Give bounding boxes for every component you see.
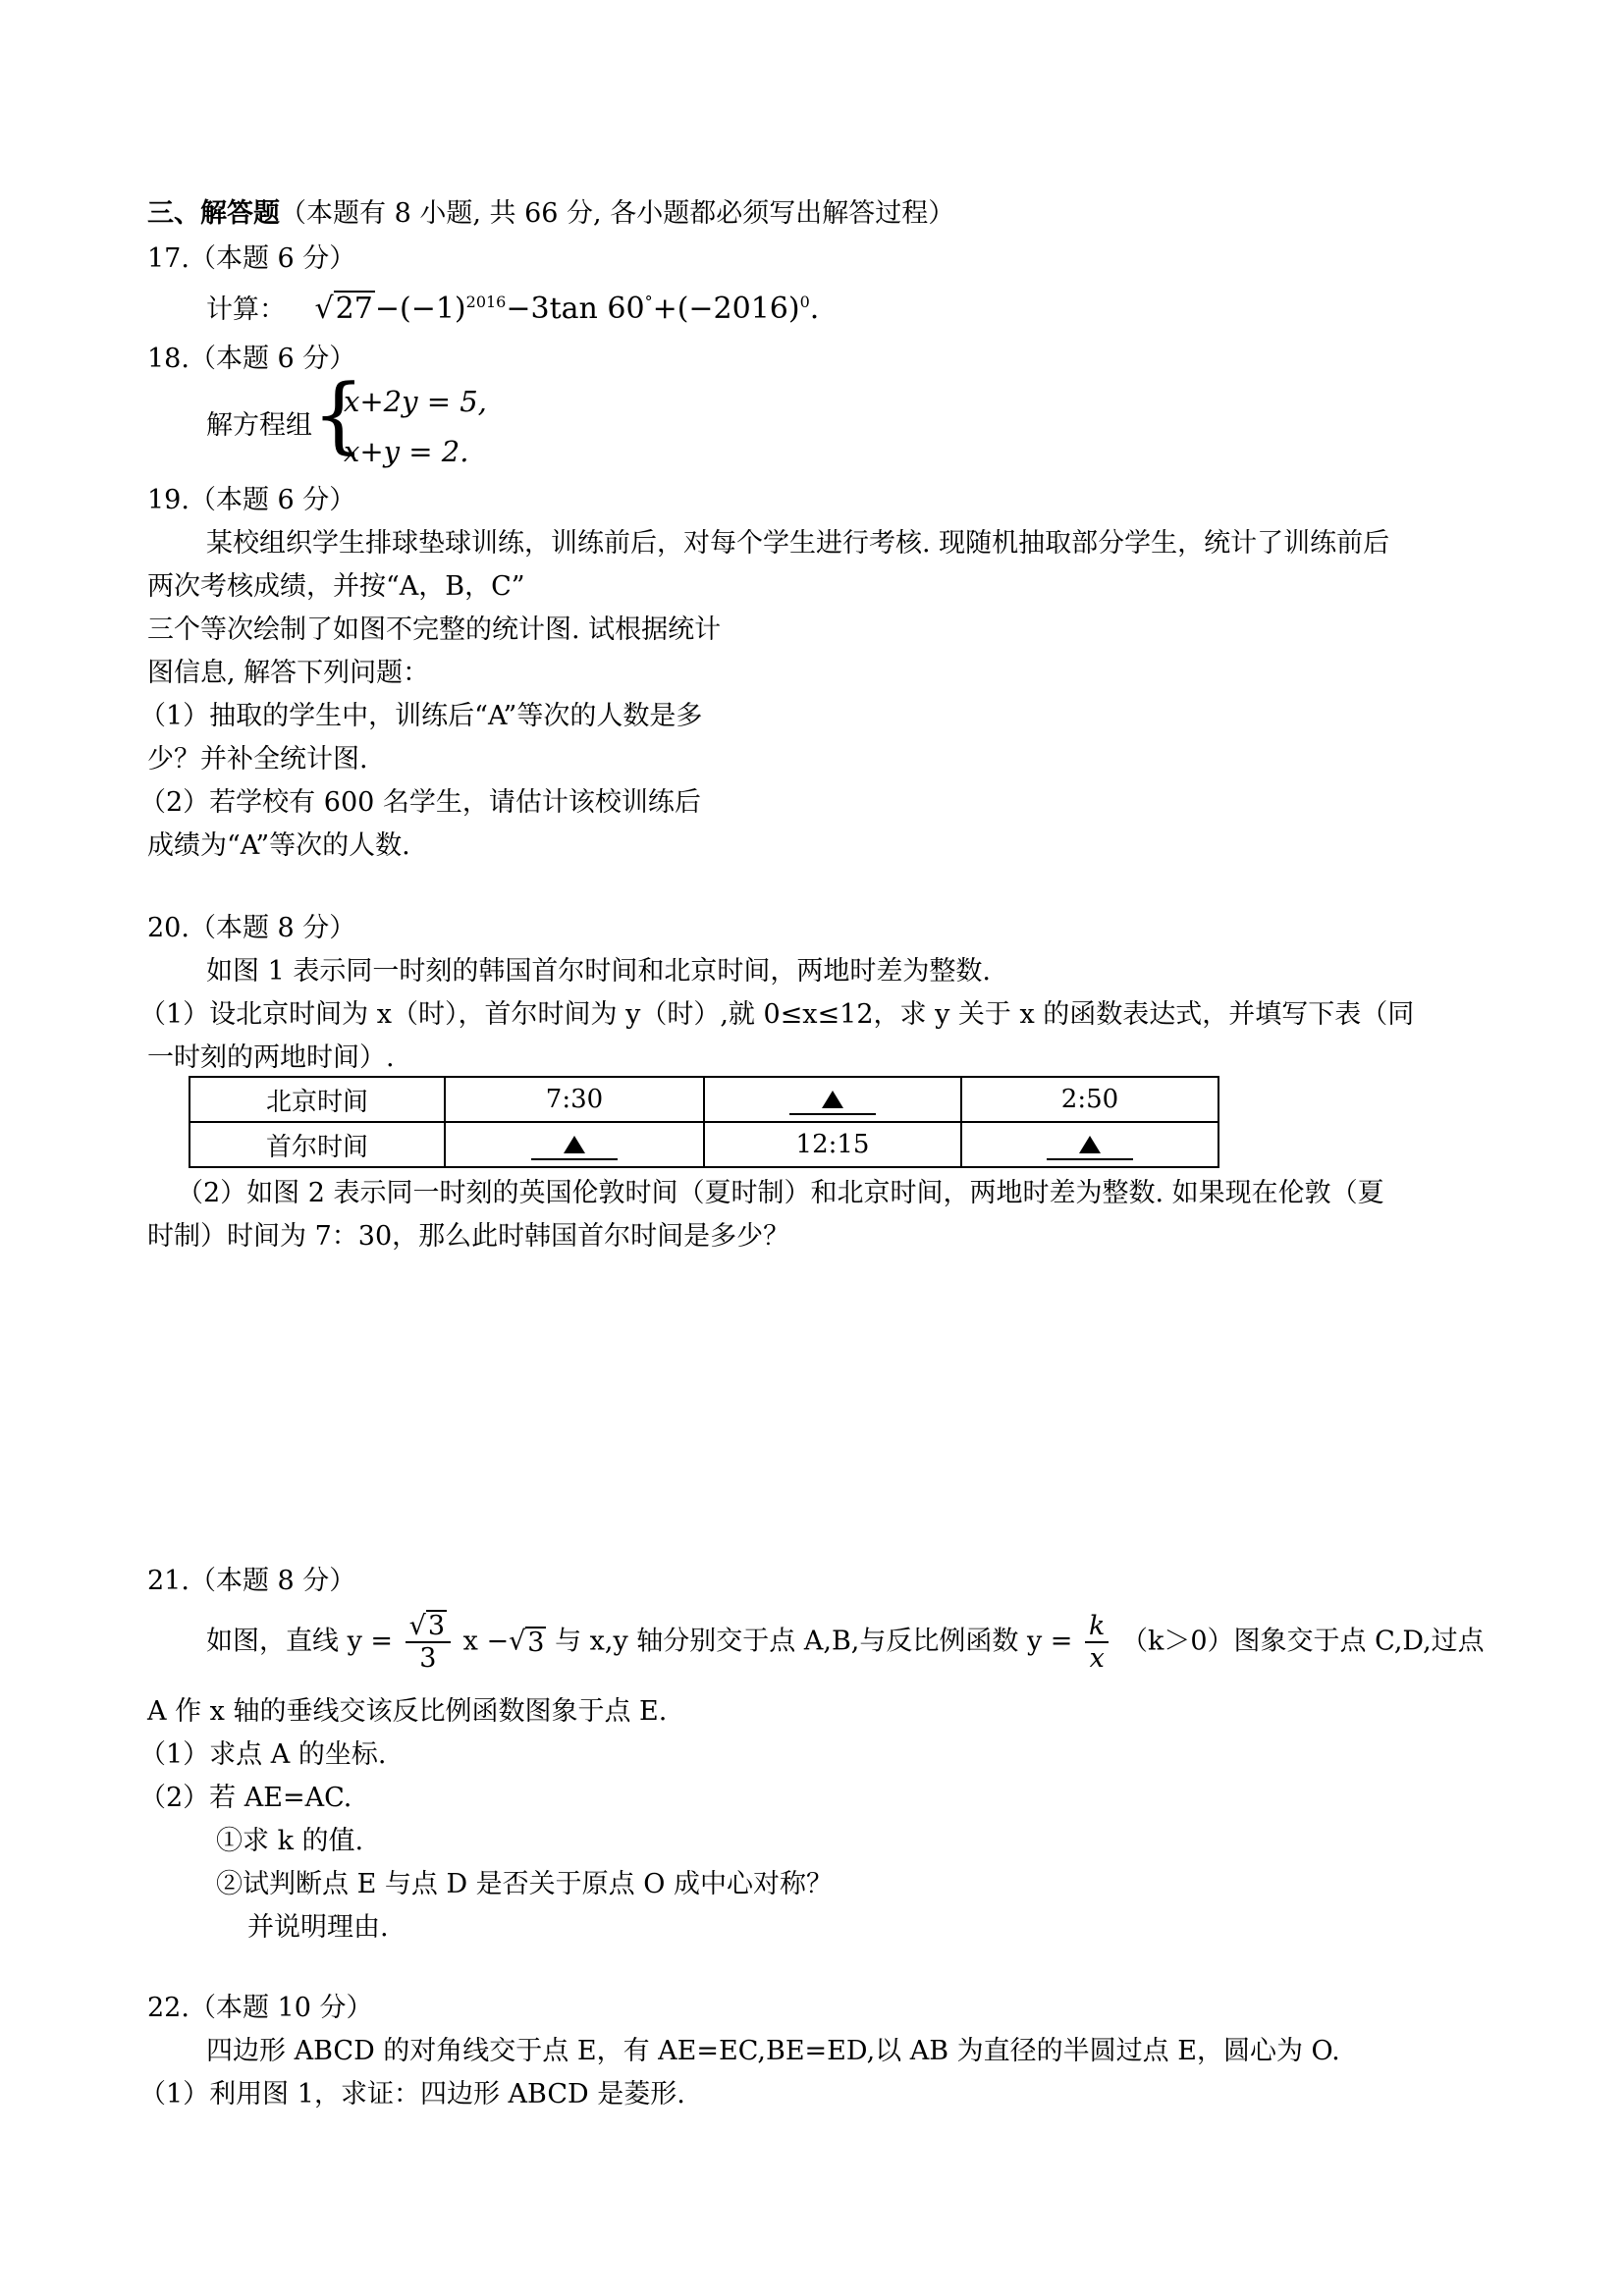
q21-sqrt3-term: 3 [527,1627,545,1658]
q18-eq2: x+y = 2. [344,435,469,468]
q21-fraction-k [1085,1611,1109,1674]
q20-header: 20.（本题 8 分） [147,913,356,943]
table-cell-blank[interactable] [704,1077,961,1122]
fill-blank[interactable] [531,1131,618,1160]
q19-line-3: 三个等次绘制了如图不完整的统计图. 试根据统计 [147,614,722,645]
table-cell: 首尔时间 [189,1122,445,1167]
table-cell: 北京时间 [189,1077,445,1122]
q19-line-8: 成绩为“A”等次的人数. [147,830,410,861]
q17-term3: +(−2016) [652,292,800,326]
q21-text-a: 如图，直线 y = [206,1626,394,1657]
table-cell: 2:50 [961,1077,1218,1122]
table-cell: 7:30 [445,1077,704,1122]
q17-degree: ° [644,293,653,311]
triangle-marker-icon [822,1091,843,1108]
fill-blank[interactable] [789,1086,876,1115]
q20-part2-b: 时制）时间为 7：30，那么此时韩国首尔时间是多少？ [147,1221,790,1252]
q19-header: 19.（本题 6 分） [147,485,356,515]
q18-eq1: x+2y = 5, [344,385,487,418]
q21-sqrt3-num: 3 [427,1611,446,1641]
section-heading [147,198,954,230]
q21-part1: （1）求点 A 的坐标. [139,1739,387,1770]
q21-x: x [1089,1642,1105,1674]
q21-text-b: x − [462,1626,510,1657]
q21-part2: （2）若 AE=AC. [139,1783,352,1813]
q17-header: 17.（本题 6 分） [147,243,356,274]
section-title: 三、解答题 [147,198,280,229]
q17-term1: −(−1) [374,292,466,326]
q21-header: 21.（本题 8 分） [147,1566,356,1596]
table-cell-blank[interactable] [961,1122,1218,1167]
q18-prefix: 解方程组 [206,410,312,441]
fill-blank[interactable] [1047,1131,1133,1160]
q19-line-1: 某校组织学生排球垫球训练，训练前后，对每个学生进行考核. 现随机抽取部分学生，统计了训练前后 [206,528,1390,559]
q19-line-4: 图信息, 解答下列问题： [147,658,430,688]
q21-text-c: 与 x,y 轴分别交于点 A,B,与反比例函数 y = [555,1626,1073,1657]
q18-brace: { [312,366,365,462]
table-cell-blank[interactable] [445,1122,704,1167]
q21-line2: A 作 x 轴的垂线交该反比例函数图象于点 E. [147,1696,668,1727]
q21-fraction-sqrt3: $\frac{√3}{3}$ [406,1610,451,1674]
table-cell: 12:15 [704,1122,961,1167]
q21-k: k [1085,1611,1109,1643]
q17-expression: 计算： $√27-(-1)^{2016}-3\tan$ $60^\circ+(-2016)^0$. [206,292,820,326]
q17-prefix: 计算： [206,294,286,325]
q21-part2c: 并说明理由. [247,1912,389,1943]
q21-text-d: （k＞0）图象交于点 C,D,过点 [1121,1626,1485,1657]
q20-intro: 如图 1 表示同一时刻的韩国首尔时间和北京时间，两地时差为整数. [206,956,991,987]
q19-line-5: （1）抽取的学生中，训练后“A”等次的人数是多 [139,701,703,731]
q17-sqrt: 27 [335,292,373,326]
section-note: （本题有 8 小题, 共 66 分, 各小题都必须写出解答过程） [280,198,955,229]
q22-part1: （1）利用图 1，求证：四边形 ABCD 是菱形. [139,2079,685,2109]
q19-line-2: 两次考核成绩，并按“A，B，C” [147,571,525,602]
q21-part2b: ②试判断点 E 与点 D 是否关于原点 O 成中心对称？ [216,1869,833,1899]
q22-header: 22.（本题 10 分） [147,1993,373,2023]
q17-end: . [809,292,820,326]
q21-line1: 如图，直线 y = $\frac{√3}{3}$ x −√3 与 x,y 轴分别交于点 A,B,与反比例函数 y = $\frac{k}{x}$ （k＞0）图象交于点 C,D,过点 [206,1610,1485,1675]
table-row [189,1122,1218,1167]
q19-line-7: （2）若学校有 600 名学生，请估计该校训练后 [139,787,701,818]
triangle-marker-icon [1079,1136,1101,1153]
triangle-marker-icon [564,1136,585,1153]
q20-time-table [189,1076,1219,1168]
q21-den3: 3 [419,1643,437,1675]
q22-intro: 四边形 ABCD 的对角线交于点 E，有 AE=EC,BE=ED,以 AB 为直径的半圆过点 E，圆心为 O. [206,2036,1340,2066]
q17-exp1: 2016 [465,293,507,311]
q17-exp2: 0 [799,293,810,311]
q18-header: 18.（本题 6 分） [147,344,356,374]
q21-part2a: ①求 k 的值. [216,1826,364,1856]
table-row [189,1077,1218,1122]
q20-part1-b: 一时刻的两地时间）. [147,1042,395,1073]
q20-part2-a: （2）如图 2 表示同一时刻的英国伦敦时间（夏时制）和北京时间，两地时差为整数. 如果现在伦敦（夏 [177,1178,1384,1208]
q20-part1-a: （1）设北京时间为 x（时），首尔时间为 y（时）,就 0≤x≤12，求 y 关于 x 的函数表达式，并填写下表（同 [139,999,1415,1030]
q19-line-6: 少？并补全统计图. [147,744,368,774]
q17-term2: −3tan 60 [506,292,645,326]
